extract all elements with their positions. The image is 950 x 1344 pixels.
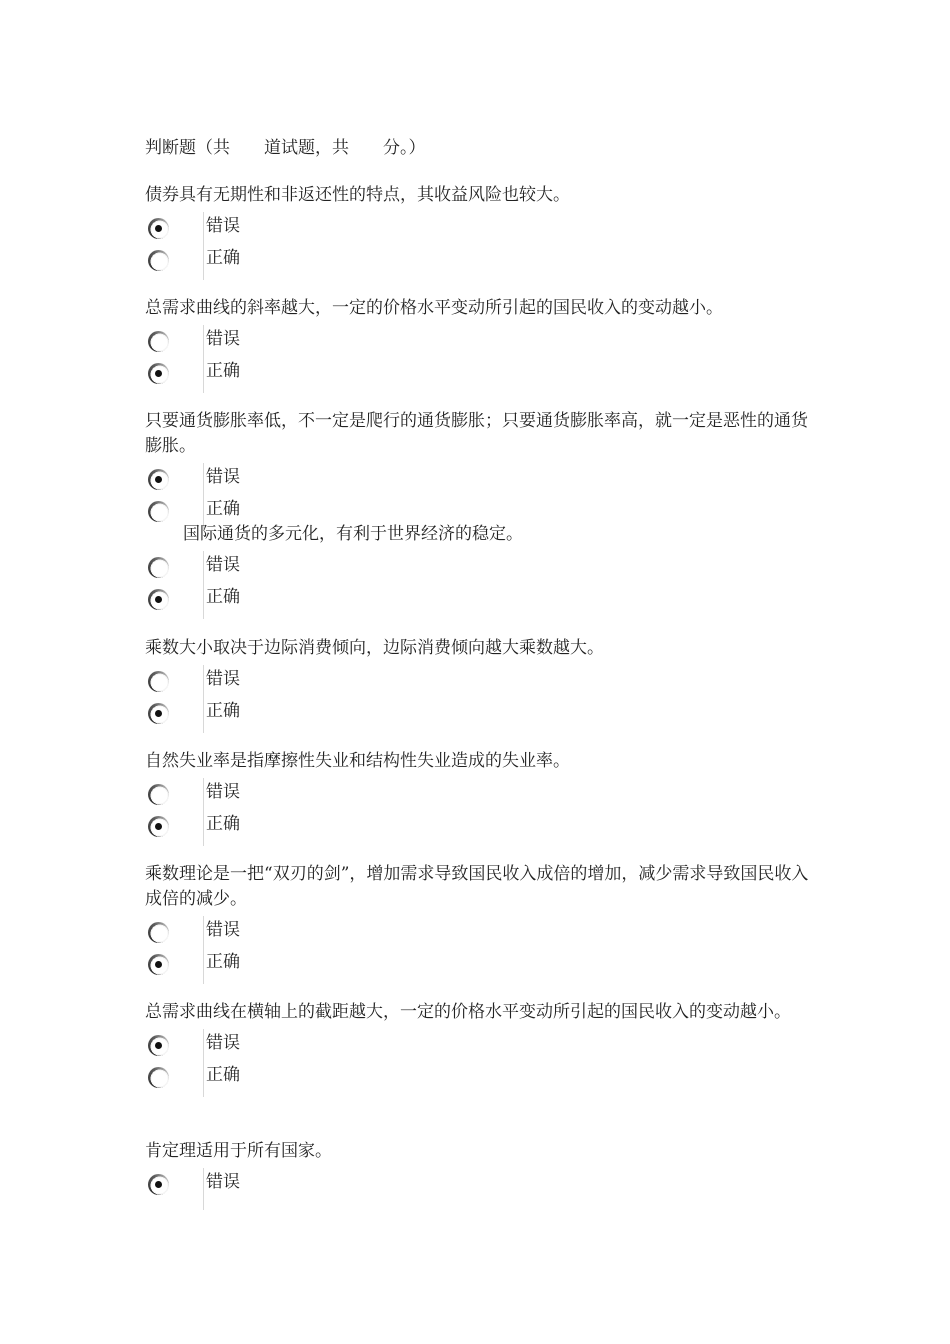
question-text: 国际通货的多元化，有利于世界经济的稳定。: [183, 524, 523, 544]
question-text: 乘数理论是一把“双刃的剑”，增加需求导致国民收入成倍的增加，减少需求导致国民收入成倍的减少。: [145, 864, 809, 909]
options: [145, 916, 815, 980]
options: [145, 551, 815, 615]
option-true[interactable]: [145, 244, 815, 276]
radio-button[interactable]: [148, 922, 169, 943]
radio-button[interactable]: [148, 501, 169, 522]
option-true[interactable]: [145, 697, 815, 729]
option-label: 正确: [206, 952, 240, 972]
option-label: 正确: [206, 701, 240, 721]
question-text: 总需求曲线的斜率越大，一定的价格水平变动所引起的国民收入的变动越小。: [145, 298, 723, 318]
question-text: 只要通货膨胀率低，不一定是爬行的通货膨胀；只要通货膨胀率高，就一定是恶性的通货膨胀。: [145, 411, 808, 456]
option-true[interactable]: [145, 948, 815, 980]
radio-button[interactable]: [148, 671, 169, 692]
option-label: 错误: [206, 782, 240, 802]
option-label: 正确: [206, 499, 240, 519]
option-label: 错误: [206, 216, 240, 236]
option-label: 错误: [206, 920, 240, 940]
radio-button[interactable]: [148, 331, 169, 352]
option-true[interactable]: [145, 1061, 815, 1093]
question-9: [145, 1139, 815, 1200]
options: [145, 1168, 815, 1200]
option-true[interactable]: [145, 583, 815, 615]
question-1: [145, 183, 815, 276]
radio-button[interactable]: [148, 703, 169, 724]
options: [145, 212, 815, 276]
question-text: 债券具有无期性和非返还性的特点，其收益风险也较大。: [145, 185, 570, 205]
option-label: 错误: [206, 1033, 240, 1053]
question-7: [145, 862, 815, 980]
question-5: [145, 636, 815, 729]
radio-button[interactable]: [148, 1174, 169, 1195]
radio-button[interactable]: [148, 816, 169, 837]
option-false[interactable]: [145, 212, 815, 244]
question-text: 肯定理适用于所有国家。: [145, 1141, 332, 1161]
radio-button[interactable]: [148, 954, 169, 975]
option-true[interactable]: [145, 357, 815, 389]
option-true[interactable]: [145, 810, 815, 842]
option-label: 错误: [206, 669, 240, 689]
section-header: 判断题（共 道试题，共 分。）: [145, 138, 426, 158]
radio-button[interactable]: [148, 363, 169, 384]
option-label: 错误: [206, 329, 240, 349]
option-false[interactable]: [145, 778, 815, 810]
radio-button[interactable]: [148, 557, 169, 578]
option-label: 正确: [206, 1065, 240, 1085]
radio-button[interactable]: [148, 784, 169, 805]
option-false[interactable]: [145, 1168, 815, 1200]
radio-button[interactable]: [148, 589, 169, 610]
option-false[interactable]: [145, 551, 815, 583]
radio-button[interactable]: [148, 218, 169, 239]
option-label: 正确: [206, 814, 240, 834]
option-false[interactable]: [145, 325, 815, 357]
question-4: [145, 522, 815, 615]
option-label: 正确: [206, 587, 240, 607]
option-false[interactable]: [145, 1029, 815, 1061]
option-label: 错误: [206, 467, 240, 487]
question-text: 自然失业率是指摩擦性失业和结构性失业造成的失业率。: [145, 751, 570, 771]
question-2: [145, 296, 815, 389]
options: [145, 1029, 815, 1093]
options: [145, 665, 815, 729]
options: [145, 778, 815, 842]
option-label: 错误: [206, 1172, 240, 1192]
question-8: [145, 1000, 815, 1093]
option-false[interactable]: [145, 916, 815, 948]
option-label: 正确: [206, 361, 240, 381]
option-label: 错误: [206, 555, 240, 575]
radio-button[interactable]: [148, 250, 169, 271]
question-3: [145, 409, 815, 527]
question-text: 总需求曲线在横轴上的截距越大，一定的价格水平变动所引起的国民收入的变动越小。: [145, 1002, 791, 1022]
radio-button[interactable]: [148, 469, 169, 490]
options: [145, 325, 815, 389]
option-label: 正确: [206, 248, 240, 268]
options: [145, 463, 815, 527]
question-6: [145, 749, 815, 842]
radio-button[interactable]: [148, 1035, 169, 1056]
option-false[interactable]: [145, 463, 815, 495]
question-text: 乘数大小取决于边际消费倾向，边际消费倾向越大乘数越大。: [145, 638, 604, 658]
radio-button[interactable]: [148, 1067, 169, 1088]
option-false[interactable]: [145, 665, 815, 697]
